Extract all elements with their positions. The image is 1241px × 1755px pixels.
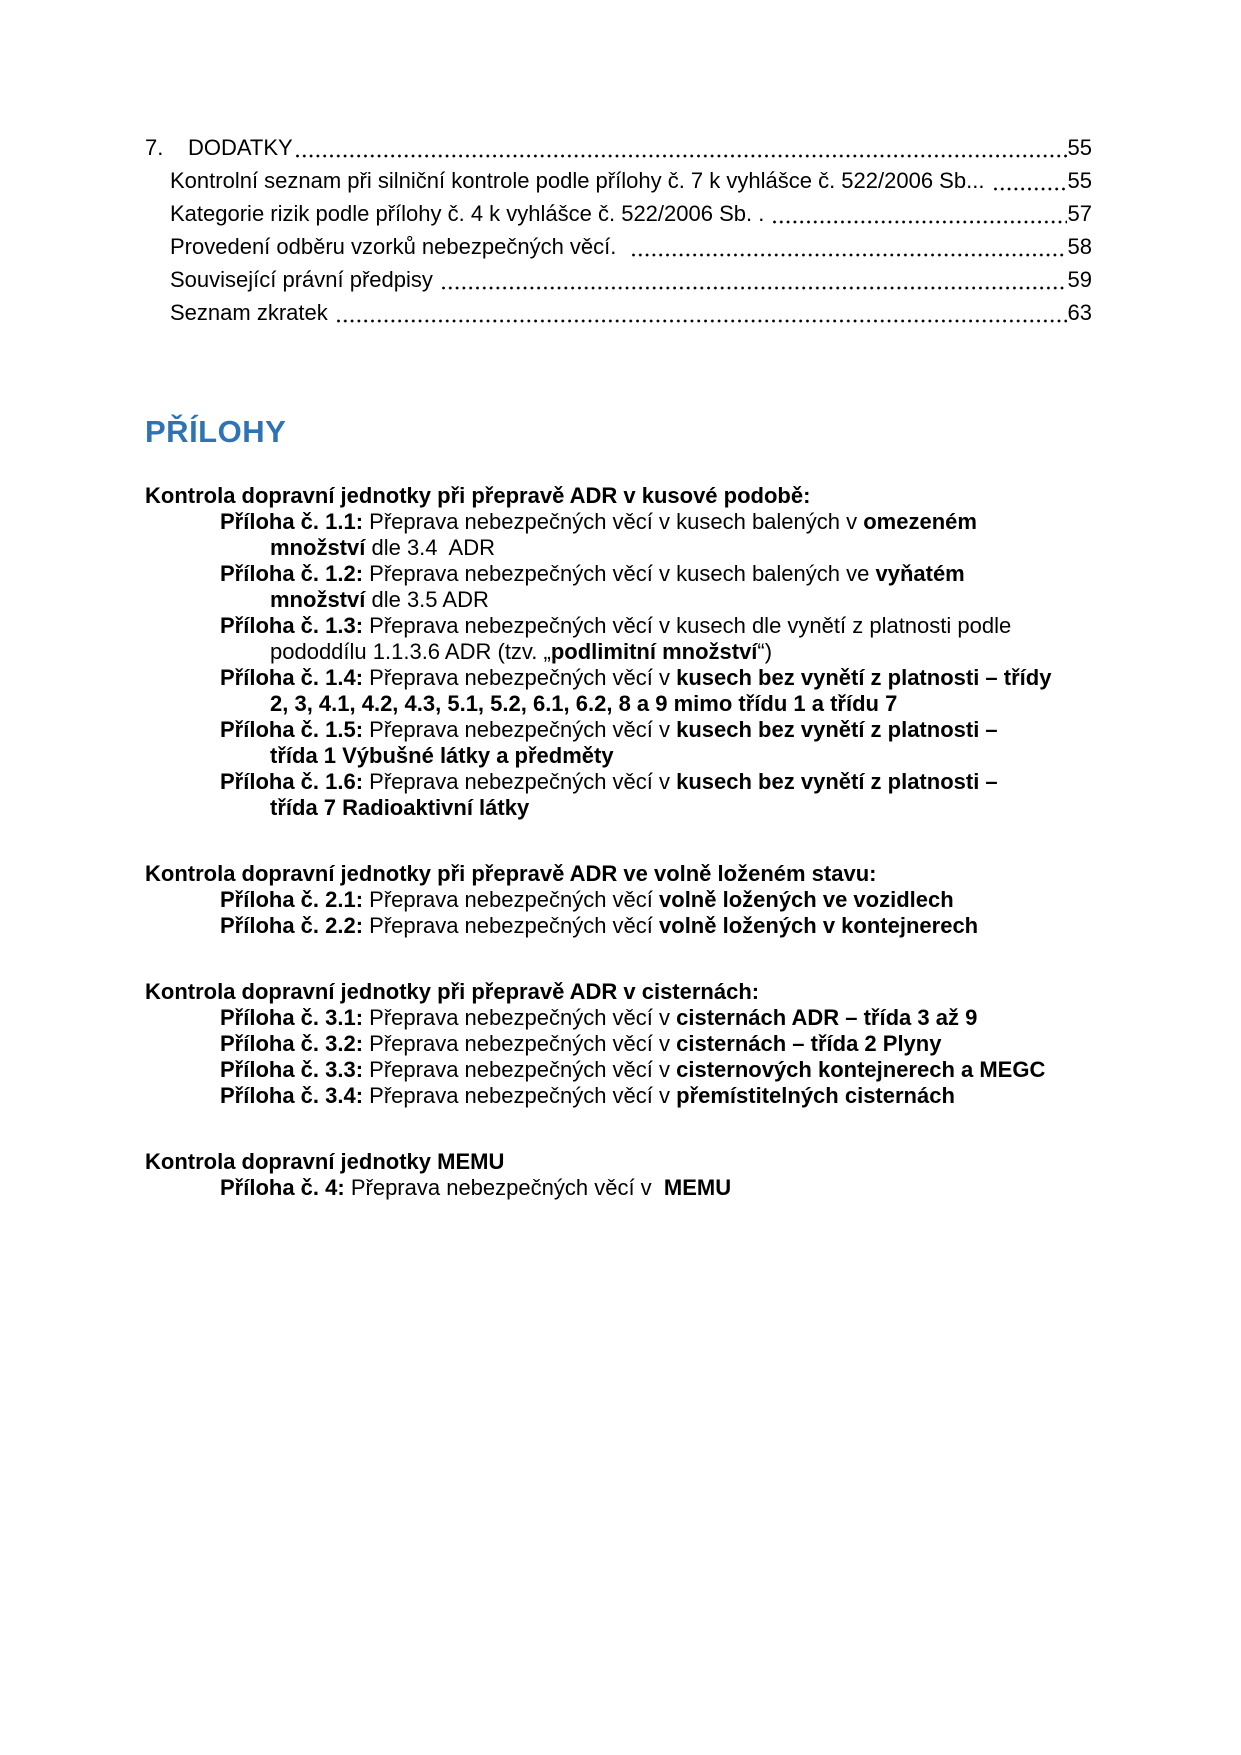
text-run: dle 3.5 ADR xyxy=(365,587,489,612)
text-run: pododdílu 1.1.3.6 ADR (tzv. „ xyxy=(270,639,551,664)
bold-text-run: Příloha č. 3.4: xyxy=(220,1083,364,1108)
text-run: “) xyxy=(757,639,773,664)
bold-text-run: třída 1 Výbušné látky a předměty xyxy=(270,743,614,768)
appendix-item xyxy=(145,1083,1092,1109)
bold-text-run: Příloha č. 1.2: xyxy=(220,561,364,586)
bold-text-run: 2, 3, 4.1, 4.2, 4.3, 5.1, 5.2, 6.1, 6.2, 8 a 9 mimo třídu 1 a třídu 7 xyxy=(270,691,898,716)
bold-text-run: Příloha č. 1.4: xyxy=(220,665,364,690)
section-title: Kontrola dopravní jednotky při přepravě ADR v kusové podobě: xyxy=(145,483,811,508)
bold-text-run: Příloha č. 2.1: xyxy=(220,887,364,912)
bold-text-run: kusech bez vynětí z platnosti – xyxy=(676,717,998,742)
item-line-first xyxy=(145,613,1092,639)
item-line-first xyxy=(145,1175,1092,1201)
dot-leader xyxy=(994,187,1067,191)
item-line-first xyxy=(145,887,1092,913)
toc-entry-label: DODATKY xyxy=(188,135,293,160)
appendix-item xyxy=(145,1175,1092,1201)
toc-entry-number: 7. xyxy=(145,135,164,160)
bold-text-run: množství xyxy=(270,587,366,612)
toc-entry xyxy=(145,164,1092,197)
appendix-section xyxy=(145,483,1092,821)
toc-entry xyxy=(145,296,1092,329)
dot-leader xyxy=(632,253,1067,257)
item-line-first xyxy=(145,769,1092,795)
text-run: Přeprava nebezpečných věcí v xyxy=(363,769,677,794)
bold-text-run: třída 7 Radioaktivní látky xyxy=(270,795,530,820)
bold-text-run: množství xyxy=(270,535,366,560)
text-run: Přeprava nebezpečných věcí v xyxy=(363,1057,677,1082)
toc-page-number: 55 xyxy=(1067,135,1092,160)
bold-text-run: Příloha č. 1.3: xyxy=(220,613,364,638)
bold-text-run: Příloha č. 1.5: xyxy=(220,717,364,742)
table-of-contents xyxy=(145,131,1092,329)
appendix-item xyxy=(145,1005,1092,1031)
dot-leader xyxy=(442,286,1066,290)
toc-entry-label: Seznam zkratek xyxy=(170,300,334,325)
toc-entry-label: Kontrolní seznam při silniční kontrole podle přílohy č. 7 k vyhlášce č. 522/2006 Sb... xyxy=(170,168,991,193)
text-run: Přeprava nebezpečných věcí v kusech balených ve xyxy=(363,561,876,586)
dot-leader xyxy=(296,154,1067,158)
prilohy-heading: PŘÍLOHY xyxy=(145,414,287,449)
bold-text-run: MEMU xyxy=(663,1175,732,1200)
appendix-item xyxy=(145,913,1092,939)
toc-entry xyxy=(145,131,1092,164)
bold-text-run: volně ložených ve vozidlech xyxy=(659,887,954,912)
bold-text-run: volně ložených v kontejnerech xyxy=(659,913,979,938)
bold-text-run: Příloha č. 3.1: xyxy=(220,1005,364,1030)
appendix-item xyxy=(145,769,1092,821)
bold-text-run: přemístitelných cisternách xyxy=(676,1083,955,1108)
toc-entry-label: Související právní předpisy xyxy=(170,267,440,292)
text-run: Přeprava nebezpečných věcí v xyxy=(363,1005,677,1030)
text-run: Přeprava nebezpečných věcí v xyxy=(344,1175,664,1200)
bold-text-run: cisternách ADR – třída 3 až 9 xyxy=(676,1005,978,1030)
item-line-first xyxy=(145,913,1092,939)
bold-text-run: Příloha č. 1.6: xyxy=(220,769,364,794)
dot-leader xyxy=(773,220,1066,224)
appendix-item xyxy=(145,665,1092,717)
bold-text-run: Příloha č. 3.2: xyxy=(220,1031,364,1056)
toc-entry-label: Provedení odběru vzorků nebezpečných věcí. xyxy=(170,234,629,259)
toc-entry xyxy=(145,230,1092,263)
bold-text-run: Příloha č. 4: xyxy=(220,1175,345,1200)
appendix-section xyxy=(145,861,1092,939)
dot-leader xyxy=(337,319,1067,323)
appendix-item xyxy=(145,717,1092,769)
item-line-first xyxy=(145,717,1092,743)
item-line-first xyxy=(145,1083,1092,1109)
appendix-item xyxy=(145,887,1092,913)
appendix-item xyxy=(145,1057,1092,1083)
item-line-first xyxy=(145,561,1092,587)
item-line-continuation xyxy=(145,743,1092,769)
bold-text-run: Příloha č. 2.2: xyxy=(220,913,364,938)
item-line-continuation xyxy=(145,535,1092,561)
bold-text-run: vyňatém xyxy=(875,561,965,586)
toc-page-number: 58 xyxy=(1067,234,1092,259)
appendix-sections xyxy=(145,483,1092,1201)
toc-page-number: 57 xyxy=(1067,201,1092,226)
item-line-continuation xyxy=(145,639,1092,665)
item-line-first xyxy=(145,1031,1092,1057)
bold-text-run: cisternových kontejnerech a MEGC xyxy=(676,1057,1046,1082)
toc-page-number: 55 xyxy=(1067,168,1092,193)
bold-text-run: kusech bez vynětí z platnosti – xyxy=(676,769,998,794)
toc-page-number: 59 xyxy=(1067,267,1092,292)
text-run: Přeprava nebezpečných věcí v xyxy=(363,1083,677,1108)
section-title: Kontrola dopravní jednotky MEMU xyxy=(145,1149,505,1174)
appendix-item xyxy=(145,613,1092,665)
text-run: Přeprava nebezpečných věcí v kusech balených v xyxy=(363,509,864,534)
item-line-continuation xyxy=(145,795,1092,821)
appendix-section xyxy=(145,979,1092,1109)
toc-entry xyxy=(145,263,1092,296)
item-line-first xyxy=(145,509,1092,535)
bold-text-run: Příloha č. 1.1: xyxy=(220,509,364,534)
bold-text-run: cisternách – třída 2 Plyny xyxy=(676,1031,942,1056)
item-line-first xyxy=(145,1005,1092,1031)
text-run: Přeprava nebezpečných věcí v xyxy=(363,665,677,690)
text-run: Přeprava nebezpečných věcí v kusech dle vynětí z platnosti podle xyxy=(363,613,1012,638)
appendix-item xyxy=(145,561,1092,613)
toc-entry-label: Kategorie rizik podle přílohy č. 4 k vyhlášce č. 522/2006 Sb. . xyxy=(170,201,771,226)
text-run: Přeprava nebezpečných věcí v xyxy=(363,1031,677,1056)
bold-text-run: Příloha č. 3.3: xyxy=(220,1057,364,1082)
text-run: Přeprava nebezpečných věcí xyxy=(363,887,660,912)
appendix-item xyxy=(145,1031,1092,1057)
bold-text-run: omezeném xyxy=(863,509,977,534)
section-title: Kontrola dopravní jednotky při přepravě ADR v cisternách: xyxy=(145,979,760,1004)
item-line-continuation xyxy=(145,587,1092,613)
text-run: Přeprava nebezpečných věcí v xyxy=(363,717,677,742)
item-line-first xyxy=(145,1057,1092,1083)
text-run: dle 3.4 ADR xyxy=(365,535,495,560)
appendix-section xyxy=(145,1149,1092,1201)
section-title: Kontrola dopravní jednotky při přepravě ADR ve volně loženém stavu: xyxy=(145,861,877,886)
toc-entry xyxy=(145,197,1092,230)
toc-page-number: 63 xyxy=(1067,300,1092,325)
item-line-continuation xyxy=(145,691,1092,717)
bold-text-run: kusech bez vynětí z platnosti – třídy xyxy=(676,665,1052,690)
item-line-first xyxy=(145,665,1092,691)
appendix-item xyxy=(145,509,1092,561)
text-run: Přeprava nebezpečných věcí xyxy=(363,913,660,938)
bold-text-run: podlimitní množství xyxy=(550,639,758,664)
